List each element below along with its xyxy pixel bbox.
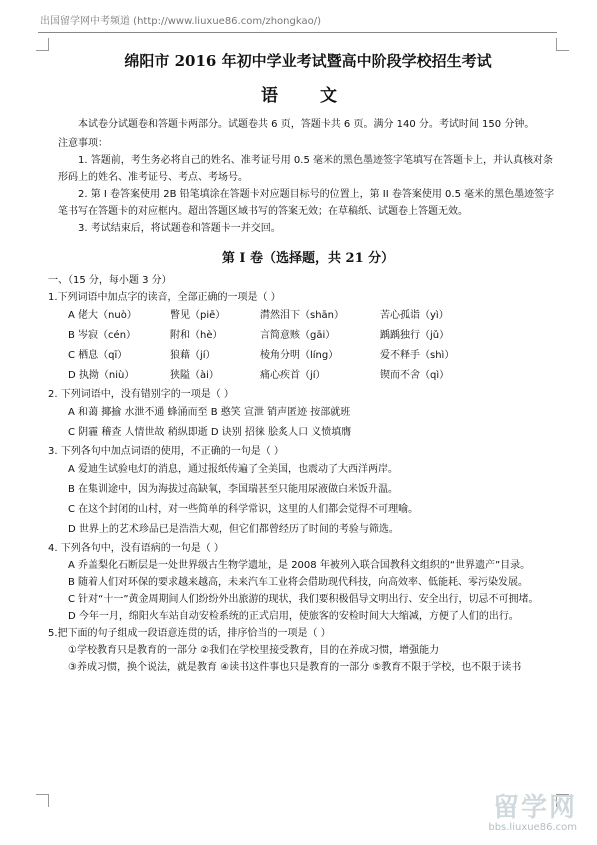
option-item: 棱角分明（líng） [260,350,339,361]
question-4-stem: 4. 下列各句中，没有语病的一句是（ ） [48,543,224,554]
corner-mark-top-left [36,38,49,51]
notes-title: 注意事项： [58,138,108,149]
exam-title: 绵阳市 2016 年初中学业考试暨高中阶段学校招生考试 [124,52,492,70]
question-4-option: B 随着人们对环保的要求越来越高，未来汽车工业将会借助现代科技，向高效率、低能耗、零污染发展。 [68,577,529,588]
question-1-option-row [58,346,558,366]
option-item: B 岑寂（cén） [68,330,137,341]
question-1-option-row [58,306,558,326]
question-1-stem: 1.下列词语中加点字的读音，全部正确的一项是（ ） [48,292,281,303]
part-heading: 一、（15 分，每小题 3 分） [48,275,172,286]
option-item: 言简意赅（gāi） [260,330,336,341]
option-item: A 佬大（nuò） [68,310,137,321]
question-5-sentence-line: ①学校教育只是教育的一部分 ②我们在学校里接受教育，目的在养成习惯，增强能力 [68,645,440,656]
option-item: 爱不释手（shì） [380,350,455,361]
question-4-option: D 今年一月，绵阳火车站自动安检系统的正式启用，使旅客的安检时间大大缩减，方便了人们的出行。 [68,611,519,622]
question-5-stem: 5.把下面的句子组成一段语意连贯的话，排序恰当的一项是（ ） [48,628,331,639]
document-body [48,44,558,676]
question-4-option: A 乔盖梨化石断层是一处世界级古生物学遗址，是 2008 年被列入联合国教科文组织的“世界遗产”目录。 [68,560,531,571]
watermark-logo-text: 留学网 [492,793,577,823]
question-1-option-row [58,326,558,346]
option-item: 附和（hè） [170,330,223,341]
note-item: 1. 答题前，考生务必将自己的姓名、准考证号用 0.5 毫米的黑色墨迹签字笔填写在答题卡上，并认真核对条形码上的姓名、准考证号、考点、考场号。 [58,155,553,183]
option-item: 瞥见（piē） [170,310,226,321]
question-4-option: C 针对“十一”黄金周期间人们纷纷外出旅游的现状，我们要积极倡导文明出行、安全出行，切忌不可拥堵。 [68,594,539,605]
option-item: 潸然泪下（shān） [260,310,345,321]
note-item: 2. 第 I 卷答案使用 2B 铅笔填涂在答题卡对应题目标号的位置上，第 II 卷答案使用 0.5 毫米的黑色墨迹签字笔书写在答题卡的对应框内。超出答题区域书写的答案无效；在草稿纸、试题卷上答题无效。 [58,189,555,217]
option-item: 狭隘（ài） [170,370,219,381]
watermark-url: bbs.liuxue86.com [488,822,577,833]
question-1-option-row [58,366,558,386]
option-item: 踽踽独行（jǔ） [380,330,450,341]
question-3-option: B 在集训途中，因为海拔过高缺氧，李国瑞甚至只能用尿液做白米饭升温。 [68,484,399,495]
question-2-stem: 2. 下列词语中，没有错别字的一项是（ ） [48,389,234,400]
intro-paragraph: 本试卷分试题卷和答题卡两部分。试题卷共 6 页，答题卡共 6 页。满分 140 分。考试时间 150 分钟。 [78,119,535,130]
corner-mark-bottom-left [36,794,49,807]
question-3-stem: 3. 下列各句中加点词语的使用，不正确的一句是（ ） [48,446,284,457]
subject-title: 语 文 [261,86,355,106]
site-watermark [488,787,577,833]
option-item: D 执拗（niù） [68,370,135,381]
option-item: 痛心疾首（jí） [260,370,326,381]
option-item: 狼藉（jí） [170,350,216,361]
question-3-option: D 世界上的艺术珍品已是浩浩大观，但它们都曾经历了时间的考验与筛选。 [68,524,399,535]
option-item: 苦心孤诣（yì） [380,310,449,321]
header-rule [38,32,557,33]
question-2-option-row: A 和蔼 揶揄 水泄不通 蜂涌而至 B 憨笑 宣泄 销声匿迹 按部就班 [68,407,351,418]
question-2-option-row: C 阴霾 稽查 人情世故 稍纵即逝 D 诀别 招徕 脍炙人口 义愤填膺 [68,427,352,438]
question-5-sentence-line: ③养成习惯，换个说法，就是教育 ④读书这件事也只是教育的一部分 ⑤教育不限于学校，也不限于读书 [68,662,522,673]
question-3-option: A 爱迪生试验电灯的消息，通过报纸传遍了全美国，也震动了大西洋两岸。 [68,464,399,475]
question-3-option: C 在这个封闭的山村，对一些简单的科学常识，这里的人们都会觉得不可理喻。 [68,504,419,515]
option-item: 锲而不舍（qì） [380,370,450,381]
header-url: 出国留学网中考频道 (http://www.liuxue86.com/zhongkao/) [40,16,321,27]
option-item: C 栖息（qī） [68,350,128,361]
note-item: 3. 考试结束后，将试题卷和答题卡一并交回。 [78,223,281,234]
section-title: 第 I 卷（选择题，共 21 分） [221,251,395,266]
